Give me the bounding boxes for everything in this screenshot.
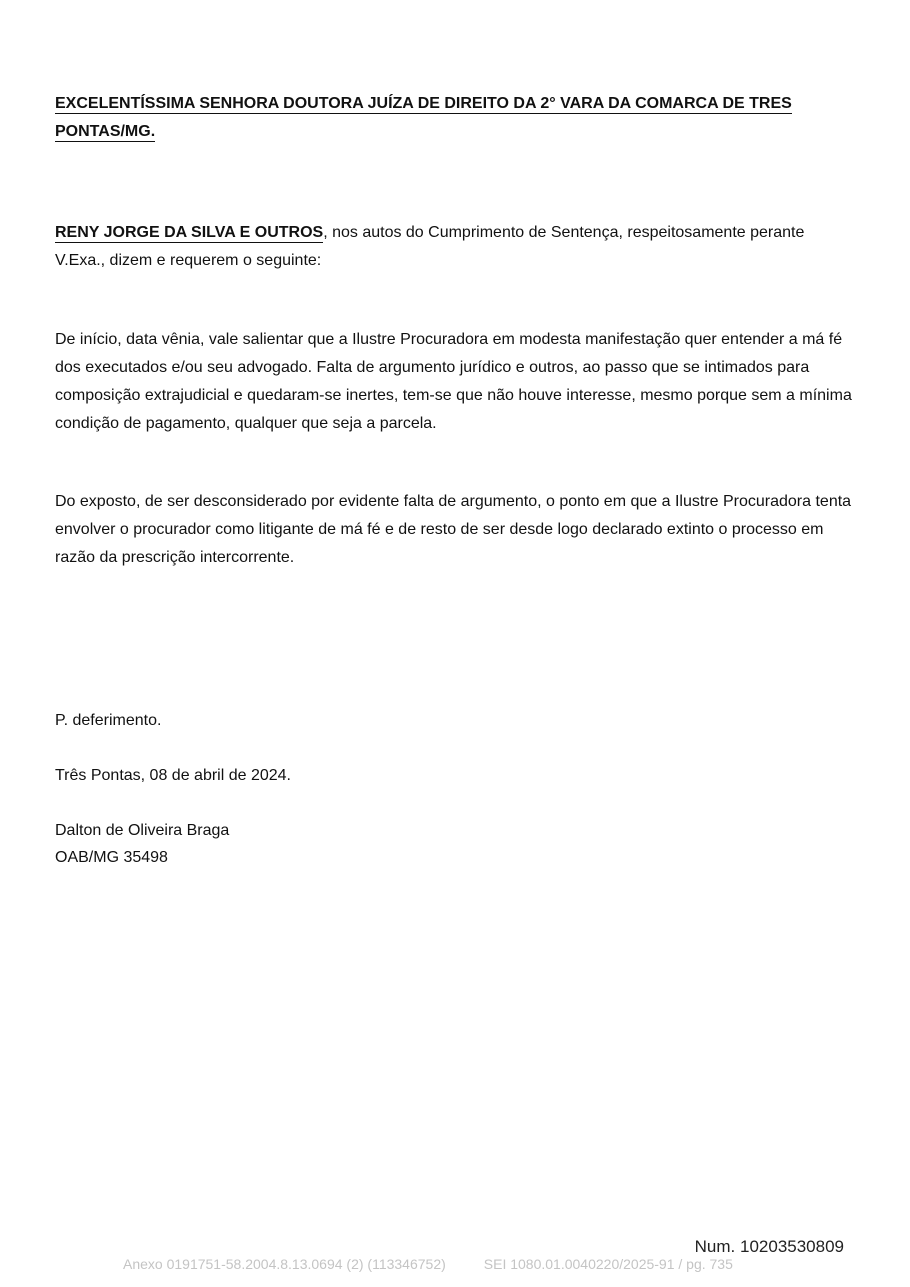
signer-name: Dalton de Oliveira Braga xyxy=(55,822,230,839)
place-date: Três Pontas, 08 de abril de 2024. xyxy=(55,767,291,784)
heading-line-2: PONTAS/MG. xyxy=(55,123,156,140)
footer-watermark xyxy=(123,1256,733,1272)
party-name: RENY JORGE DA SILVA E OUTROS xyxy=(55,224,324,241)
footer-sei: SEI 1080.01.0040220/2025-91 / pg. 735 xyxy=(483,1256,733,1272)
heading-line-1: EXCELENTÍSSIMA SENHORA DOUTORA JUÍZA DE DIREITO DA 2° VARA DA COMARCA DE TRES xyxy=(55,95,792,112)
intro-paragraph xyxy=(55,219,855,275)
footer-annex: Anexo 0191751-58.2004.8.13.0694 (2) (113346752) xyxy=(123,1256,446,1272)
addressee-heading xyxy=(55,90,855,146)
intro-text: , nos autos do Cumprimento de Sentença, respeitosamente perante V.Exa., dizem e requerem o seguinte: xyxy=(55,224,805,269)
body-paragraph-2: Do exposto, de ser desconsiderado por evidente falta de argumento, o ponto em que a Ilustre Procuradora tenta envolver o procurador como litigante de má fé e de resto de ser desde logo declarado extinto o processo em razão da prescrição intercorrente. xyxy=(55,493,852,566)
document-number: Num. 10203530809 xyxy=(694,1237,844,1256)
signature-block xyxy=(55,817,855,871)
closing-request: P. deferimento. xyxy=(55,712,162,729)
body-paragraph-1: De início, data vênia, vale salientar que a Ilustre Procuradora em modesta manifestação quer entender a má fé dos executados e/ou seu advogado. Falta de argumento jurídico e outros, ao passo que se intimados para composição extrajudicial e quedaram-se inertes, tem-se que não houve interesse, mesmo porque sem a mínima condição de pagamento, qualquer que seja a parcela. xyxy=(55,331,852,432)
signer-oab: OAB/MG 35498 xyxy=(55,849,168,866)
